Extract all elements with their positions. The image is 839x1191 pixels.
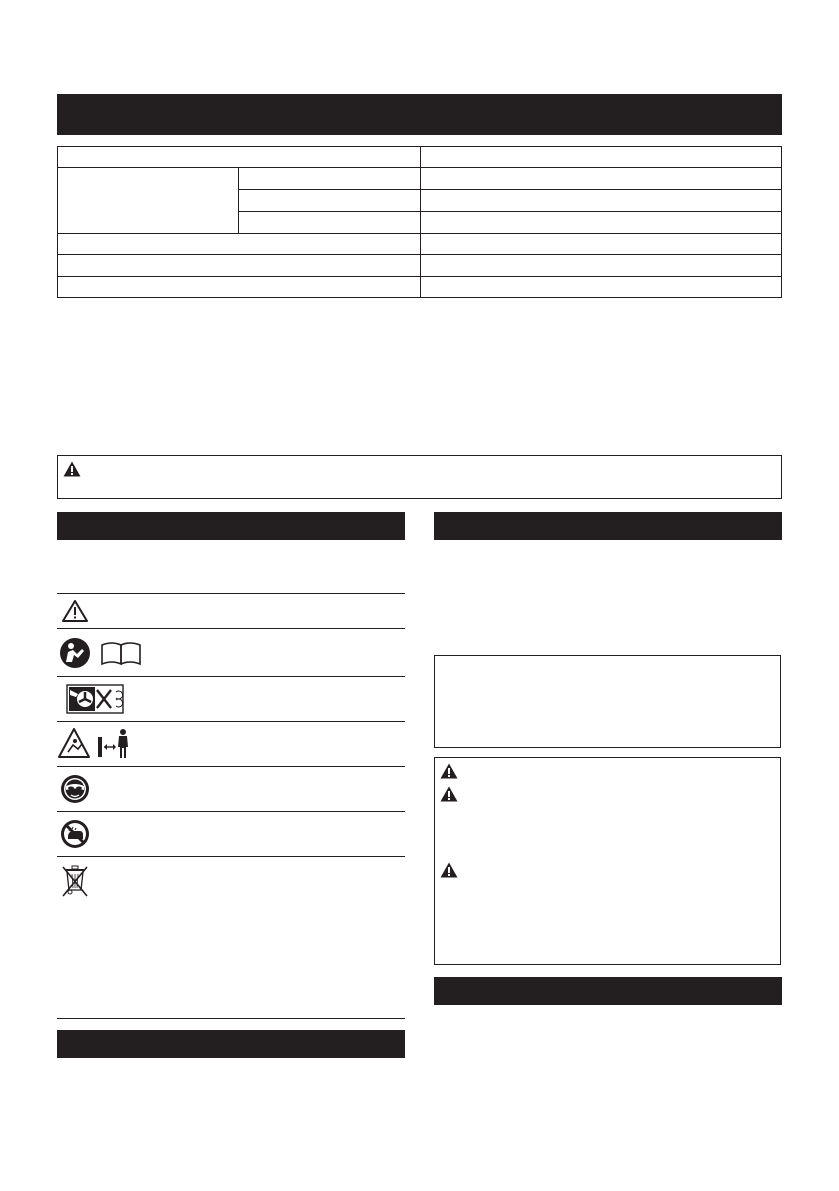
right-bottom-heading-bar [434,977,782,1005]
warning-filled-triangle-icon [440,763,458,779]
wear-eye-protection-icon [60,774,90,804]
read-manual-icon [58,636,144,670]
symbol-table-line [57,721,405,722]
symbol-table-line [57,856,405,857]
symbol-table-line [57,676,405,677]
right-top-heading-bar [434,512,782,540]
symbol-table-line [57,628,405,629]
warning-filled-triangle-icon [440,862,458,878]
warning-box [57,455,782,499]
specifications-heading-bar [57,94,782,135]
table-row-line [57,276,782,277]
symbol-table-line [57,593,405,594]
no-rain-exposure-icon [60,819,90,849]
left-bottom-heading-bar [57,1030,405,1058]
table-row-line [238,211,782,212]
symbol-table-line [57,1018,405,1019]
warning-outline-triangle-icon [61,599,89,623]
keep-hands-away-from-fan-icon [66,684,124,714]
notice-box [434,655,781,748]
warnings-box [434,757,781,965]
table-subcolumn-divider [238,167,239,233]
symbol-table-line [57,766,405,767]
symbol-table-line [57,811,405,812]
table-row-line [57,233,782,234]
symbols-heading-bar [57,512,405,540]
table-row-line [57,254,782,255]
warning-filled-triangle-icon [63,461,81,477]
warning-filled-triangle-icon [440,786,458,802]
crossed-out-wheelie-bin-icon [62,863,88,897]
keep-bystanders-away-icon [58,727,138,761]
table-row-line [57,167,782,168]
table-row-line [238,189,782,190]
